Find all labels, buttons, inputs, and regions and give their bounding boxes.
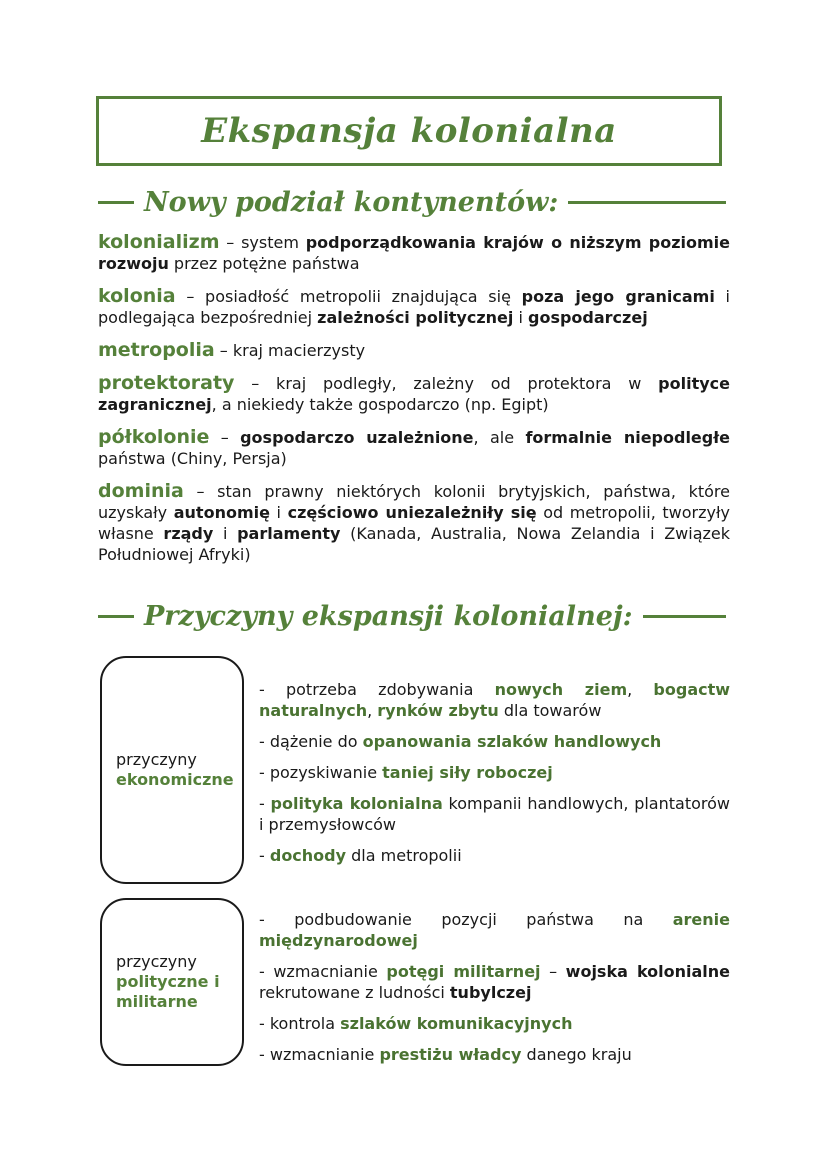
bold-text: częściowo uniezależniły się [287,503,537,522]
bold-text: gospodarczej [528,308,648,327]
bold-text: gospodarczo uzależnione [240,428,474,447]
highlighted-text: taniej siły roboczej [382,763,553,782]
cause-bullet [259,679,730,721]
cause-bullet [259,1013,730,1034]
highlighted-text: potęgi militarnej [386,962,541,981]
highlighted-text: rynków zbytu [377,701,499,720]
bold-text: polityce zagranicznej [98,374,730,414]
political-causes-label [116,952,220,1012]
body-text: – [209,428,241,447]
bold-text: wojska kolonialne [565,962,731,981]
economic-causes-box [100,656,244,884]
body-text: państwa (Chiny, Persja) [98,449,287,468]
definition-term: metropolia [98,339,215,361]
body-text: - wzmacnianie [259,962,387,981]
definition-item [98,286,730,328]
body-text: , [627,680,654,699]
body-text: dla metropolii [346,846,462,865]
body-text: – [540,962,566,981]
body-text: (Kanada, Australia, Nowa Zelandia i Związek Południowej Afryki) [98,524,731,564]
body-text: - [259,794,271,813]
highlighted-text: dochody [269,846,347,865]
label-line: przyczyny [116,750,197,769]
cause-bullet [259,793,730,835]
economic-causes-list [259,679,730,876]
section-heading-text: Przyczyny ekspansji kolonialnej: [144,600,633,632]
cause-bullet [259,1044,730,1065]
body-text: dla towarów [498,701,602,720]
bold-text: zależności politycznej [317,308,514,327]
definition-term: półkolonie [98,426,210,448]
body-text: - [259,846,270,865]
body-text: kompanii handlowych, plantatorów i przemysłowców [259,794,730,834]
definition-term: protektoraty [98,372,235,394]
body-text: i [213,524,238,543]
bold-text: parlamenty [237,524,341,543]
definition-item [98,427,730,469]
bold-text: podporządkowania krajów o niższym poziomie rozwoju [98,233,730,273]
heading-rule-right [643,615,726,618]
definition-item [98,481,730,565]
body-text: - pozyskiwanie [259,763,383,782]
highlighted-text: opanowania szlaków handlowych [362,732,662,751]
highlighted-text: nowych ziem [494,680,628,699]
highlighted-text: polityka kolonialna [270,794,443,813]
body-text: przez potężne państwa [168,254,360,273]
body-text: – posiadłość metropolii znajdująca się [175,287,522,306]
highlighted-text: szlaków komunikacyjnych [340,1014,573,1033]
body-text: , a niekiedy także gospodarczo (np. Egipt) [211,395,549,414]
cause-bullet [259,909,730,951]
body-text: – kraj podległy, zależny od protektora w [234,374,659,393]
definition-item [98,373,730,415]
definition-term: dominia [98,480,184,502]
bold-text: tubylczej [449,983,532,1002]
political-causes-list [259,909,730,1075]
body-text: - dążenie do [259,732,363,751]
section-heading-causes [98,596,726,636]
page-title: Ekspansja kolonialna [201,111,617,151]
body-text: - kontrola [259,1014,341,1033]
cause-bullet [259,845,730,866]
highlighted-text: arenie międzynarodowej [259,910,730,950]
highlighted-text: prestiżu władcy [379,1045,522,1064]
body-text: – kraj macierzysty [214,341,366,360]
body-text: – system [219,233,306,252]
body-text: , ale [473,428,526,447]
economic-causes-label [116,750,234,790]
definition-term: kolonializm [98,231,220,253]
body-text: - wzmacnianie [259,1045,380,1064]
body-text: danego kraju [521,1045,632,1064]
body-text: i [513,308,528,327]
cause-bullet [259,762,730,783]
definition-item [98,340,730,361]
section-heading-new-division [98,182,726,222]
definition-item [98,232,730,274]
title-box [96,96,722,166]
body-text: rekrutowane z ludności [259,983,450,1002]
bold-text: autonomię [173,503,270,522]
body-text: – stan prawny niektórych kolonii brytyjskich, państwa, które uzyskały [98,482,730,522]
highlighted-text: bogactw naturalnych [259,680,731,720]
body-text: i podlegająca bezpośredniej [98,287,731,327]
definition-term: kolonia [98,285,176,307]
label-line: militarne [116,992,198,1011]
body-text: - potrzeba zdobywania [259,680,495,699]
heading-rule-left [98,615,134,618]
bold-text: rządy [163,524,214,543]
body-text: , [367,701,378,720]
heading-rule-right [568,201,726,204]
heading-rule-left [98,201,134,204]
cause-bullet [259,731,730,752]
label-line: przyczyny [116,952,197,971]
label-line: polityczne i [116,972,220,991]
body-text: od metropolii, tworzyły własne [98,503,731,543]
definitions-list [98,232,730,577]
body-text: - podbudowanie pozycji państwa na [259,910,673,929]
label-line: ekonomiczne [116,770,234,789]
bold-text: poza jego granicami [521,287,715,306]
section-heading-text: Nowy podział kontynentów: [144,186,559,218]
cause-bullet [259,961,730,1003]
bold-text: formalnie niepodległe [525,428,731,447]
body-text: i [269,503,288,522]
political-causes-box [100,898,244,1066]
